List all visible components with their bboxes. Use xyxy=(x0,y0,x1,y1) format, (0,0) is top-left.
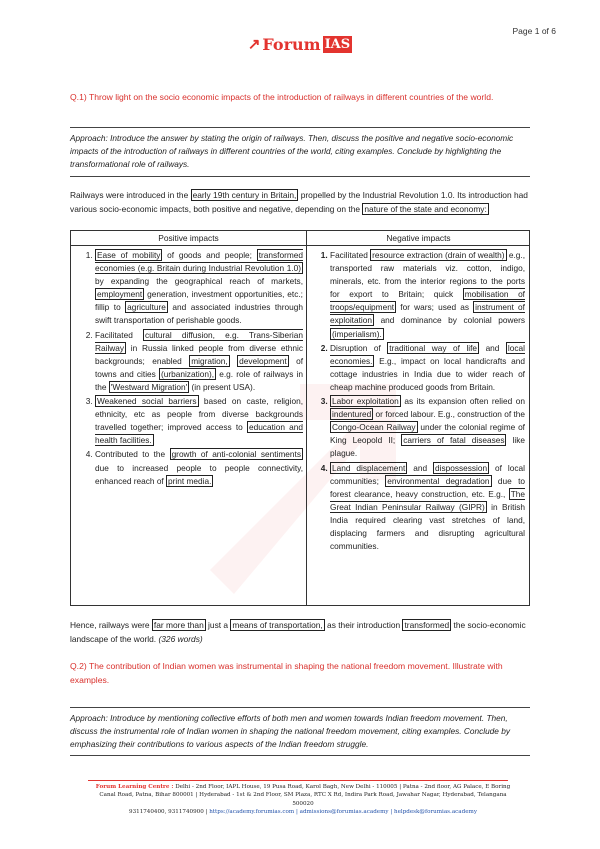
footer-links[interactable]: https://academy.forumias.com | admissions@forumias.academy | helpdesk@forumias.academy xyxy=(209,809,477,816)
negative-impacts-list xyxy=(312,249,525,554)
divider xyxy=(70,707,530,708)
logo-suffix: IAS xyxy=(324,37,351,52)
logo-arrow-icon: ↗ xyxy=(247,36,261,53)
negative-impacts-header: Negative impacts xyxy=(386,233,451,243)
footer-phones: 9311740400, 9311740900 | xyxy=(129,809,210,816)
list-item: 4. Contributed to the growth of anti-colonial sentiments due to increased people to people connectivity, enhanced reach of print media. xyxy=(95,448,303,487)
divider xyxy=(70,176,530,177)
question-1: Q.1) Throw light on the socio economic impacts of the introduction of railways in different countries of the world. xyxy=(70,92,494,102)
approach-1: Approach: Introduce the answer by stating the origin of railways. Then, discuss the positive and negative socio-economic impacts of the introduction of railways in different countries of the world, citing examples. Conclude by highlighting the transformational role of railways. xyxy=(70,133,514,169)
word-count: (326 words) xyxy=(158,633,203,644)
footer xyxy=(88,783,518,817)
footer-label: Forum Learning Centre : xyxy=(95,784,174,790)
forumias-logo xyxy=(0,35,600,54)
list-item: 3. Labor exploitation as its expansion often relied on indentured or forced labour. E.g., construction of the Congo-Ocean Railway under the colonial regime of King Leopold II; carriers of fatal diseases like plague. xyxy=(330,395,525,460)
list-item: 2. Disruption of traditional way of life and local economies. E.g., impact on local handicrafts and cottage industries in India due to wider reach of cheap machine produced goods from Britain. xyxy=(330,342,525,394)
impacts-table xyxy=(70,230,530,606)
list-item: 3. Weakened social barriers based on caste, religion, ethnicity, etc as people from diverse backgrounds travelled together; improved access to education and health facilities. xyxy=(95,395,303,447)
positive-impacts-list xyxy=(77,249,303,489)
divider xyxy=(70,127,530,128)
logo-brand: Forum xyxy=(262,35,321,54)
intro-paragraph: Railways were introduced in the early 19th century in Britain, propelled by the Industrial Revolution 1.0. Its introduction had various socio-economic impacts, both positive and negative, depending on the nature of the state and economy: xyxy=(70,190,528,214)
footer-addresses: Delhi - 2nd Floor, IAPL House, 19 Pusa Road, Karol Bagh, New Delhi - 110005 | Patna - 2nd floor, AG Palace, E Boring Canal Road, Patna, Bihar 800001 | Hyderabad - 1st & 2nd Floor, SM Plaza, RTC X Rd, Indira Park Road, Jawahar Nagar, Hyderabad, Telangana 500020 xyxy=(99,784,511,807)
approach-2: Approach: Introduce by mentioning collective efforts of both men and women towards Indian freedom movement. Then, discuss the instrumental role of Indian women in shaping the national freedom movement, citing examples. Conclude by emphasizing their contributions to various aspects of the Indian freedom struggle. xyxy=(70,713,510,749)
page-number: Page 1 of 6 xyxy=(512,26,556,36)
list-item: 1. Facilitated resource extraction (drain of wealth) e.g., transported raw materials viz. cotton, indigo, minerals, etc. from the interior regions to the ports for export to Britain; quick mobilisation of troops/equipment for wars; used as instrument of exploitation and dominance by colonial powers (imperialism). xyxy=(330,249,525,341)
list-item: 4. Land displacement and dispossession of local communities; environmental degradation due to forest clearance, heavy construction, etc. E.g., The Great Indian Peninsular Railway (GIPR) in British India required clearing vast stretches of land, displacing farmers and disrupting agricultural communities. xyxy=(330,462,525,554)
divider xyxy=(70,755,530,756)
footer-divider xyxy=(88,780,508,781)
question-2: Q.2) The contribution of Indian women was instrumental in shaping the national freedom movement. Illustrate with examples. xyxy=(70,661,503,685)
positive-impacts-header: Positive impacts xyxy=(158,233,219,243)
list-item: 1. Ease of mobility of goods and people; transformed economies (e.g. Britain during Industrial Revolution 1.0) by expanding the geographical reach of markets, employment generation, investment opportunities, etc.; fillip to agriculture and associated industries through swift transportation of perishable goods. xyxy=(95,249,303,328)
conclusion-paragraph: Hence, railways were far more than just a means of transportation, as their introduction transformed the socio-economic landscape of the world. (326 words) xyxy=(70,620,526,644)
list-item: 2. Facilitated cultural diffusion, e.g. Trans-Siberian Railway in Russia linked people from diverse ethnic backgrounds; enabled migration, development of towns and cities (urbanization), e.g. role of railways in the 'Westward Migration' (in present USA). xyxy=(95,329,303,394)
